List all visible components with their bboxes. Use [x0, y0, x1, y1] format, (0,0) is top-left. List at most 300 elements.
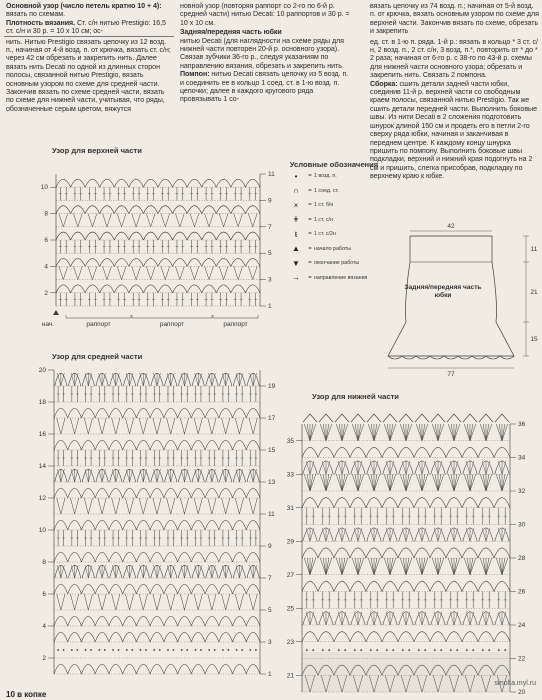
chain-arch [68, 488, 82, 498]
shell-stitch [71, 469, 74, 482]
fan-stitch [374, 558, 380, 575]
shell-stitch [253, 469, 256, 482]
v-stitch [208, 418, 212, 434]
fan-stitch [374, 424, 380, 441]
chain-arch [123, 408, 137, 418]
shell-stitch [402, 461, 406, 474]
chain-arch [164, 520, 178, 530]
shell-stitch [184, 469, 187, 482]
chain-arch [462, 498, 478, 508]
chain-arch [95, 408, 109, 418]
shell-stitch [239, 469, 242, 482]
row-number: 18 [38, 399, 46, 406]
legend-symbol-icon: ǂ [293, 215, 299, 225]
chain-arch [54, 552, 68, 562]
chain-arch [382, 581, 398, 591]
fan-stitch [483, 424, 486, 441]
legend-label: окончание работы [314, 260, 360, 267]
shell-stitch [434, 528, 438, 541]
v-stitch [171, 418, 175, 434]
v-stitch [194, 418, 198, 434]
page-footer: 10 в копке [6, 690, 47, 699]
v-stitch [161, 266, 165, 279]
gauge-text: Ст. с/н нитью Prestigio: 16,5 ст. с/н и 30 р. = 10 х 10 см; ос- [6, 18, 166, 36]
fan-stitch [390, 474, 393, 491]
row-number: 1 [268, 671, 272, 678]
chain-arch [191, 584, 205, 594]
chain-arch [81, 584, 95, 594]
shell-stitch [354, 528, 358, 541]
rapport-bracket [66, 315, 131, 318]
chain-arch [494, 581, 510, 591]
fan-stitch [368, 558, 374, 575]
fan-stitch [371, 424, 374, 441]
v-stitch [84, 498, 88, 514]
v-stitch [73, 214, 77, 227]
fan-stitch [352, 474, 358, 491]
chain-dot [159, 649, 161, 651]
fan-stitch [470, 474, 476, 491]
chain-arch [233, 664, 247, 674]
row-number: 11 [268, 511, 275, 518]
shell-stitch [99, 469, 102, 482]
chain-arch [150, 408, 164, 418]
chain-arch [366, 548, 382, 558]
chain-arch [494, 632, 510, 642]
dim-height: 15 [530, 336, 538, 343]
chain-arch [446, 498, 462, 508]
picot-point [383, 414, 397, 422]
fan-stitch [336, 424, 342, 441]
chain-dot [482, 649, 484, 651]
shell-stitch [250, 373, 253, 386]
fan-stitch [435, 558, 438, 575]
legend-symbol-icon: • [294, 171, 298, 181]
chain-arch [100, 179, 115, 187]
v-stitch [226, 594, 230, 610]
chain-arch [202, 232, 217, 240]
v-stitch [226, 418, 230, 434]
v-stitch [63, 266, 67, 279]
chain-arch [136, 632, 150, 642]
chain-arch [109, 488, 123, 498]
picot-point [319, 414, 333, 422]
v-stitch [73, 266, 77, 279]
picot-point [415, 414, 429, 422]
row-number: 33 [286, 471, 294, 479]
shell-stitch [143, 373, 146, 386]
fan-stitch [355, 424, 358, 441]
chain-arch [109, 664, 123, 674]
chain-arch [318, 498, 334, 508]
shell-stitch [112, 469, 115, 482]
fan-stitch [464, 558, 470, 575]
v-stitch [125, 594, 129, 610]
chain-arch [233, 616, 247, 626]
row-number: 4 [44, 263, 48, 271]
shell-stitch [434, 461, 438, 474]
v-stitch [167, 418, 171, 434]
shell-stitch [154, 565, 157, 578]
chain-arch [302, 447, 318, 457]
v-stitch [143, 594, 147, 610]
v-stitch [153, 498, 157, 514]
chain-arch [366, 632, 382, 642]
v-stitch [88, 594, 92, 610]
shell-stitch [338, 612, 342, 625]
chain-arch [302, 498, 318, 508]
chain-arch [178, 488, 192, 498]
chain-arch [219, 408, 233, 418]
schematic-hem-scallop [388, 356, 402, 359]
fan-stitch [390, 474, 396, 491]
chain-arch [478, 447, 494, 457]
row-number: 20 [518, 689, 526, 696]
row-number: 8 [44, 210, 48, 218]
shell-stitch [226, 565, 229, 578]
v-stitch [61, 594, 65, 610]
legend-equals: = [308, 231, 312, 238]
chain-arch [136, 440, 150, 450]
chain-arch [178, 584, 192, 594]
chain-arch [71, 232, 86, 240]
chain-arch [202, 179, 217, 187]
chain-arch [446, 548, 462, 558]
v-stitch [75, 594, 79, 610]
shell-stitch [470, 461, 474, 474]
chain-arch [109, 520, 123, 530]
row-number: 28 [518, 555, 526, 562]
v-stitch [180, 418, 184, 434]
fan-stitch [304, 558, 310, 575]
v-stitch [238, 266, 242, 279]
fan-stitch [368, 474, 374, 491]
chain-dot [386, 649, 388, 651]
v-stitch [235, 418, 239, 434]
shell-stitch [236, 469, 239, 482]
fan-stitch [454, 474, 460, 491]
chain-arch [95, 616, 109, 626]
row-number: 12 [38, 495, 46, 502]
shell-stitch [450, 528, 454, 541]
fan-stitch [336, 474, 342, 491]
row-number: 34 [518, 454, 526, 462]
chain-arch [205, 664, 219, 674]
chain-arch [178, 632, 192, 642]
chain-arch [178, 664, 192, 674]
chain-arch [246, 632, 260, 642]
shell-stitch [326, 461, 330, 474]
shell-stitch [209, 565, 212, 578]
row-number: 9 [268, 543, 272, 550]
legend-symbol-icon: → [292, 273, 300, 283]
upper-chart [36, 160, 280, 338]
chain-arch [95, 584, 109, 594]
chain-arch [68, 520, 82, 530]
legend-symbol-icon: ∩ [293, 186, 299, 196]
chain-dot [153, 649, 155, 651]
shell-stitch [498, 612, 502, 625]
chain-arch [54, 488, 68, 498]
fan-stitch [307, 558, 310, 575]
fan-stitch [432, 474, 438, 491]
chain-arch [350, 447, 366, 457]
chain-arch [334, 498, 350, 508]
v-stitch [226, 498, 230, 514]
v-stitch [125, 498, 129, 514]
chain-arch [136, 488, 150, 498]
legend-label: 1 возд. п. [314, 173, 337, 180]
chain-arch [246, 664, 260, 674]
fan-stitch [502, 474, 508, 491]
chain-dot [236, 649, 238, 651]
fan-stitch [486, 558, 489, 575]
chain-arch [164, 408, 178, 418]
v-stitch [139, 498, 143, 514]
dim-bottom-width: 77 [447, 371, 455, 378]
shell-stitch [212, 469, 215, 482]
legend-item [286, 242, 382, 257]
legend-equals: = [308, 202, 312, 209]
fan-stitch [502, 558, 505, 575]
v-stitch [151, 266, 155, 279]
chain-dot [402, 649, 404, 651]
chain-arch [302, 581, 318, 591]
chain-arch [233, 520, 247, 530]
chain-arch [150, 632, 164, 642]
shell-stitch [390, 528, 394, 541]
chain-arch [56, 285, 71, 293]
fan-stitch [400, 558, 406, 575]
chain-dot [360, 649, 362, 651]
fan-stitch [470, 424, 476, 441]
fan-stitch [502, 424, 505, 441]
shell-stitch [434, 612, 438, 625]
picot-point [367, 414, 381, 422]
text-column-2 [180, 2, 352, 104]
v-stitch [253, 498, 257, 514]
chain-arch [56, 179, 71, 187]
chain-arch [100, 206, 115, 214]
chain-arch [85, 232, 100, 240]
row-number: 14 [38, 463, 46, 470]
shell-stitch [322, 461, 326, 474]
chain-dot [424, 649, 426, 651]
shell-stitch [466, 461, 470, 474]
v-stitch [249, 418, 253, 434]
shell-stitch [236, 565, 239, 578]
fan-stitch [435, 474, 438, 491]
v-stitch [132, 214, 136, 227]
fan-stitch [326, 474, 329, 491]
fan-stitch [486, 474, 492, 491]
shell-stitch [130, 469, 133, 482]
chain-arch [231, 285, 246, 293]
chain-arch [136, 520, 150, 530]
fan-stitch [352, 558, 358, 575]
start-arrow-icon [53, 310, 59, 315]
chain-arch [56, 232, 71, 240]
chain-arch [164, 440, 178, 450]
shell-stitch [171, 373, 174, 386]
chain-arch [143, 179, 158, 187]
v-stitch [222, 594, 226, 610]
chain-arch [414, 581, 430, 591]
chain-arch [68, 440, 82, 450]
chain-arch [334, 548, 350, 558]
v-stitch [102, 594, 106, 610]
chain-arch [136, 616, 150, 626]
v-stitch [253, 266, 257, 279]
chain-arch [54, 584, 68, 594]
chain-arch [233, 488, 247, 498]
chain-arch [446, 632, 462, 642]
chain-arch [350, 498, 366, 508]
v-stitch [253, 594, 257, 610]
shell-stitch [85, 469, 88, 482]
fan-stitch [336, 558, 342, 575]
row-number: 15 [268, 447, 276, 454]
fan-stitch [416, 558, 422, 575]
chain-dot [392, 649, 394, 651]
chain-arch [302, 548, 318, 558]
fan-stitch [438, 424, 444, 441]
row-number: 7 [268, 223, 272, 231]
v-stitch [116, 594, 120, 610]
fan-stitch [502, 424, 508, 441]
shell-stitch [181, 373, 184, 386]
fan-stitch [486, 474, 489, 491]
fan-stitch [320, 474, 326, 491]
shell-stitch [482, 612, 486, 625]
legend-equals: = [308, 260, 312, 267]
col1-instructions: нить. Нитью Prestigio связать цепочку из 12 возд. п., начиная от 4-й возд. п. от крючка, вязать ст. с/н; через 42 см обрезать и закрепить нить. Далее вязать нить Decati по одной из длинных сторон полосы, связанной нитью Prestigio, вязать основным узором по схеме для средней части. Закончив вязать по схеме средней части, вязать по схеме для нижней части, учитывая, что ряды, обозначенные серым цветом, вяжутся [6, 37, 171, 113]
v-stitch [219, 266, 223, 279]
chain-arch [150, 440, 164, 450]
shell-stitch [358, 612, 362, 625]
shell-stitch [154, 469, 157, 482]
shell-stitch [498, 461, 502, 474]
chain-arch [398, 498, 414, 508]
shell-stitch [181, 565, 184, 578]
shell-stitch [342, 528, 346, 541]
row-number: 16 [38, 431, 46, 438]
shell-stitch [88, 469, 91, 482]
chain-arch [109, 616, 123, 626]
chain-dot [249, 649, 251, 651]
v-stitch [143, 418, 147, 434]
fan-stitch [387, 424, 390, 441]
picot-point [431, 414, 445, 422]
v-stitch [180, 266, 184, 279]
v-stitch [253, 214, 257, 227]
chain-arch [178, 552, 192, 562]
shell-stitch [250, 565, 253, 578]
v-stitch [222, 418, 226, 434]
v-stitch [98, 418, 102, 434]
chain-arch [100, 285, 115, 293]
v-stitch [146, 214, 150, 227]
fan-stitch [358, 474, 361, 491]
legend-label: 1 ст. б/н [314, 202, 334, 209]
chain-arch [219, 440, 233, 450]
shell-stitch [222, 373, 225, 386]
chain-arch [430, 447, 446, 457]
shell-stitch [342, 612, 346, 625]
shell-stitch [482, 528, 486, 541]
pompon-text: нитью Decati связать цепочку из 5 возд. п. и соединить ее в кольцо 1 соед. ст. в 1-ю возд. п. цепочки; далее в каждого кругового ряда провязывать 1 со- [180, 70, 349, 104]
shell-stitch [222, 565, 225, 578]
chain-arch [109, 408, 123, 418]
chain-arch [216, 179, 231, 187]
chain-arch [462, 447, 478, 457]
chain-arch [350, 632, 366, 642]
chain-arch [164, 632, 178, 642]
v-stitch [103, 266, 107, 279]
col2-instructions: нитью Decati (для наглядности на схеме ряды для нижней части повторен 20-й р. основного узора). Связав зубчики 36-го р., следуя указаниям по направлению вязания, обрезать и закрепить нить. [180, 36, 344, 70]
picot-point [495, 414, 509, 422]
legend-item [286, 271, 382, 286]
shell-stitch [116, 469, 119, 482]
shell-stitch [167, 469, 170, 482]
chain-arch [71, 179, 86, 187]
row-number: 22 [518, 655, 526, 663]
v-stitch [167, 498, 171, 514]
v-stitch [219, 214, 223, 227]
chain-arch [81, 440, 95, 450]
chain-dot [63, 649, 65, 651]
fan-stitch [323, 558, 326, 575]
chain-dot [85, 649, 87, 651]
v-stitch [103, 214, 107, 227]
shell-stitch [406, 528, 410, 541]
shell-stitch [354, 612, 358, 625]
shell-stitch [253, 565, 256, 578]
fan-stitch [422, 424, 425, 441]
fan-stitch [310, 424, 313, 441]
shell-stitch [209, 469, 212, 482]
fan-stitch [448, 558, 454, 575]
v-stitch [139, 594, 143, 610]
rapport-label: раппорт [86, 321, 111, 328]
skirt-schematic-label: Задняя/передняя часть юбки [404, 284, 482, 299]
chain-arch [85, 206, 100, 214]
chain-arch [173, 179, 188, 187]
chain-arch [494, 548, 510, 558]
shell-stitch [370, 528, 374, 541]
fan-stitch [419, 474, 422, 491]
chain-arch [143, 232, 158, 240]
picot-point [479, 414, 493, 422]
row-number: 11 [268, 171, 275, 178]
shell-stitch [418, 528, 422, 541]
fan-stitch [355, 474, 358, 491]
chain-arch [219, 552, 233, 562]
v-stitch [146, 266, 150, 279]
chain-arch [231, 206, 246, 214]
fan-stitch [384, 474, 390, 491]
fan-stitch [384, 558, 390, 575]
shell-stitch [184, 565, 187, 578]
chain-dot [140, 649, 142, 651]
shell-stitch [61, 565, 64, 578]
chain-arch [129, 232, 144, 240]
legend-item [286, 198, 382, 213]
schematic-hem-scallop [500, 356, 514, 359]
chain-dot [328, 649, 330, 651]
chain-arch [158, 285, 173, 293]
v-stitch [171, 498, 175, 514]
